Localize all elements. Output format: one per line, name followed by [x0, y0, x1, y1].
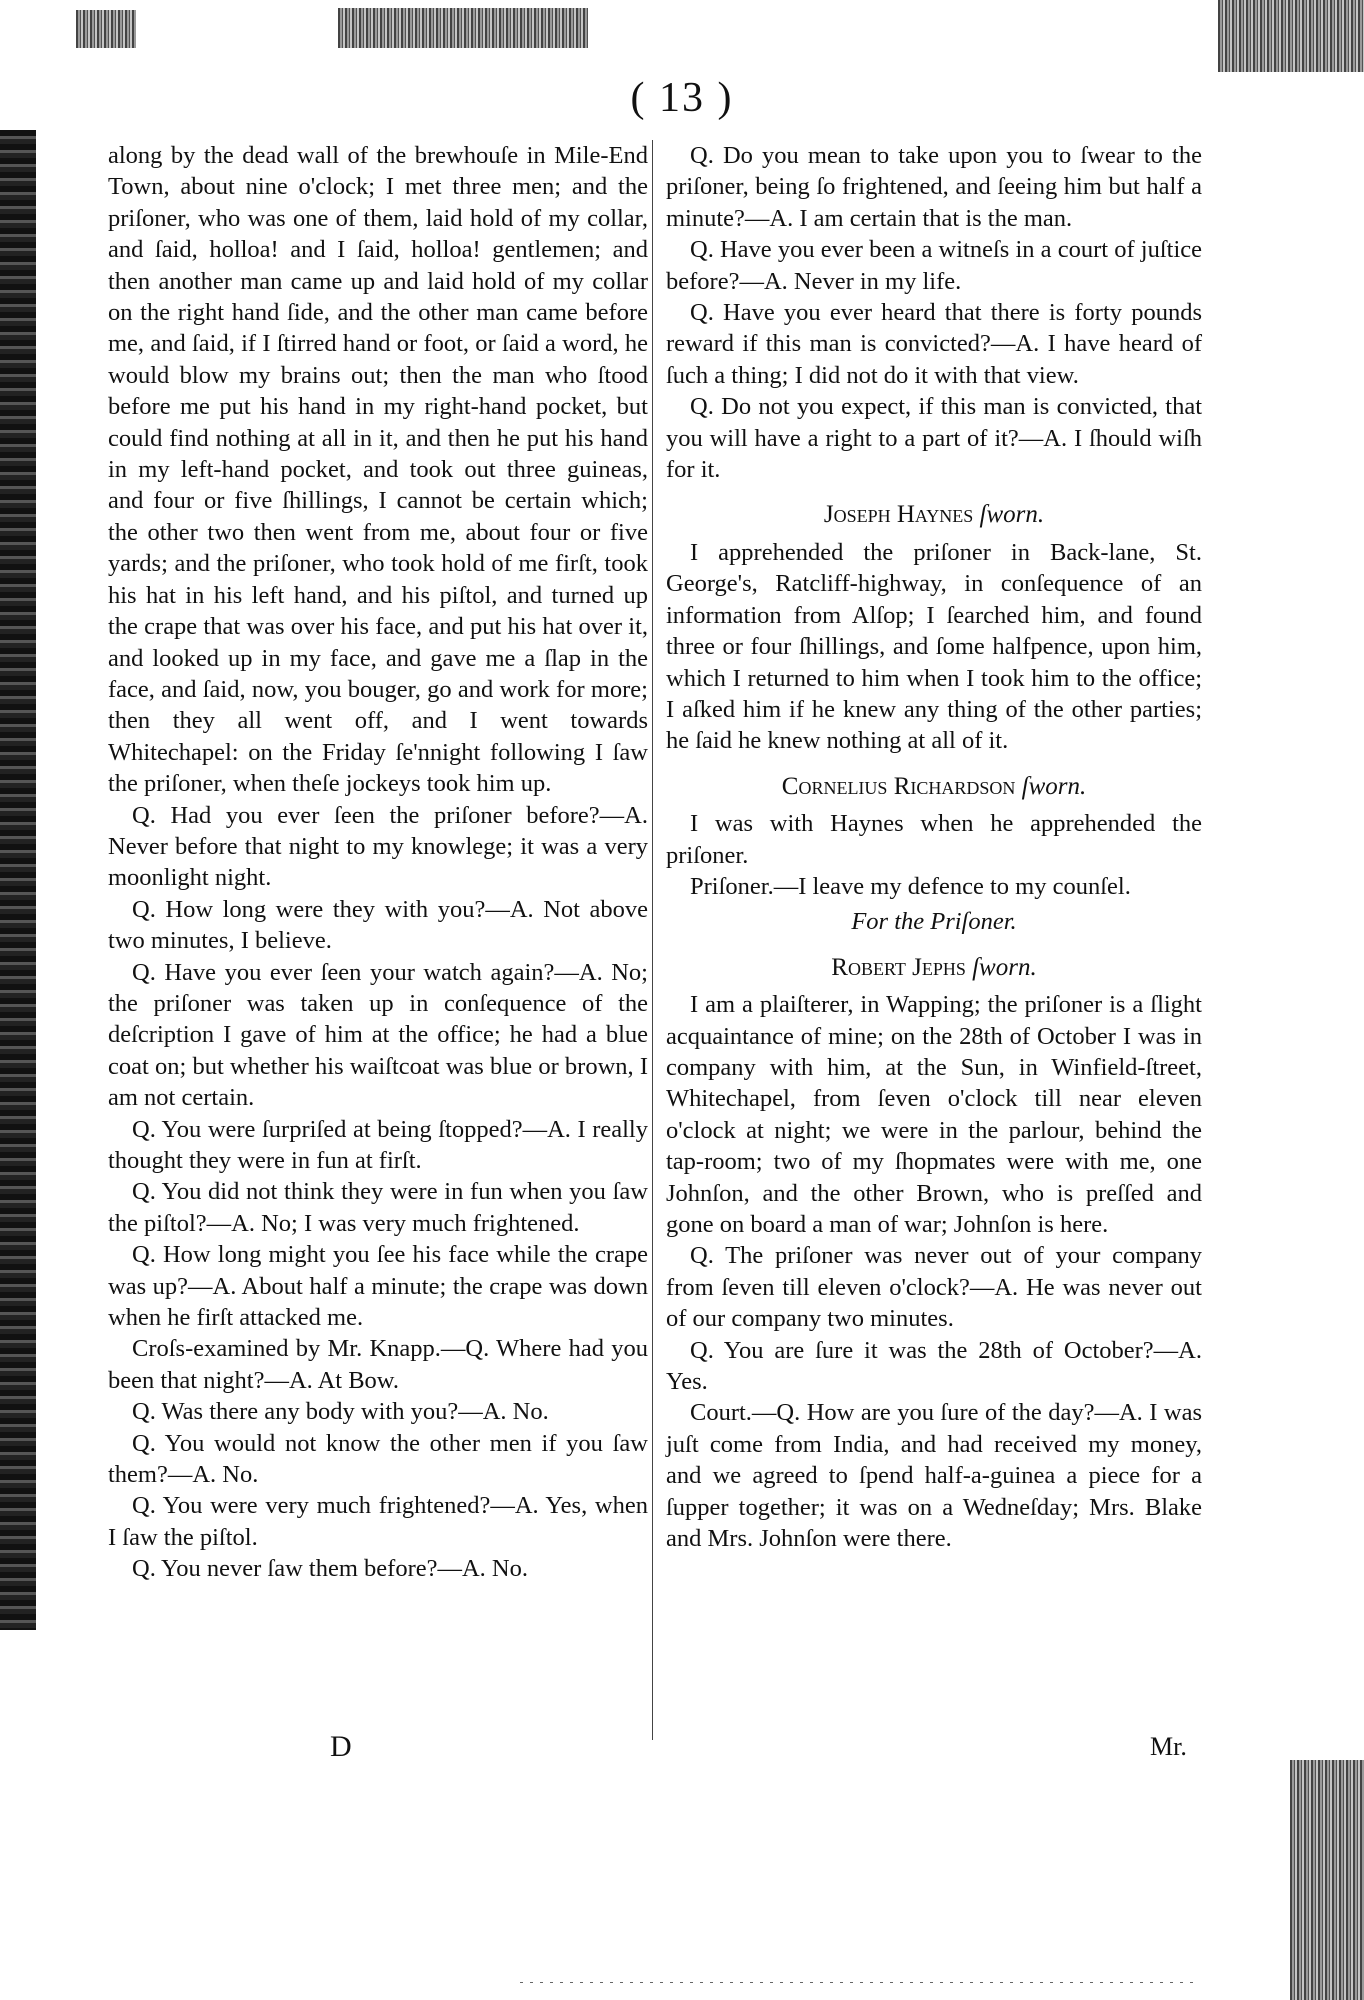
left-qa: Q. You did not think they were in fun when you ſaw the piſtol?—A. No; I was very much frightened.: [108, 1178, 648, 1237]
right-qa: Q. Have you ever heard that there is forty pounds reward if this man is convicted?—A. I have heard of ſuch a thing; I did not do it with that view.: [666, 299, 1202, 389]
right-qa: Q. Do not you expect, if this man is convicted, that you will have a right to a part of it?—A. I ſhould wiſh for it.: [666, 393, 1202, 484]
left-cross-exam: Croſs-examined by Mr. Knapp.—Q. Where had you been that night?—A. At Bow.: [108, 1335, 648, 1394]
binding-edge-mark: [0, 130, 36, 1630]
right-paragraph: I apprehended the priſoner in Back-lane, St. George's, Ratcliff-highway, in conſequence of an information from Alſop; I ſearched him, and found three or four ſhillings, and ſome halfpence, upon him, which I returned to him when I took him to the office; I aſked him if he knew any thing of the other parties; he ſaid he knew nothing at all of it.: [666, 538, 1202, 755]
sworn-label: ſworn.: [972, 953, 1037, 981]
witness-name: Robert Jephs: [831, 953, 966, 981]
left-qa: Q. You were ſurpriſed at being ſtopped?—A. I really thought they were in fun at firſt.: [108, 1115, 648, 1174]
right-paragraph: I was with Haynes when he apprehended the priſoner.: [666, 810, 1202, 869]
witness-name: Joseph Haynes: [823, 501, 974, 529]
catchword: Mr.: [1150, 1732, 1187, 1761]
left-column: [108, 140, 648, 1585]
right-paragraph: I am a plaiſterer, in Wapping; the priſoner is a ſlight acquaintance of mine; on the 28th of October I was in company with him, at the Sun, in Winfield-ſtreet, Whitechapel, from ſeven o'clock till near eleven o'clock at night; we were in the parlour, behind the tap-room; two of my ſhopmates were with me, one Johnſon, and the other Brown, who is preſſed and gone on board a man of war; Johnſon is here.: [666, 991, 1202, 1238]
witness-heading-haynes: [666, 499, 1202, 530]
corner-scan-noise: [1290, 1760, 1364, 2000]
dotted-bottom-rule: [520, 1982, 1200, 1983]
column-divider: [652, 140, 653, 1740]
left-qa: Q. How long might you ſee his face while the crape was up?—A. About half a minute; the crape was down when he firſt attacked me.: [108, 1241, 648, 1332]
witness-heading-jephs: [666, 952, 1202, 983]
left-qa: Q. How long were they with you?—A. Not above two minutes, I believe.: [108, 895, 648, 955]
header-ornament-center: [338, 8, 588, 48]
witness-heading-richardson: [666, 771, 1202, 802]
left-qa: Q. You would not know the other men if you ſaw them?—A. No.: [108, 1429, 648, 1489]
left-paragraph: along by the dead wall of the brewhouſe in Mile-End Town, about nine o'clock; I met three men; and the priſoner, who was one of them, laid hold of my collar, and ſaid, holloa! and I ſaid, holloa! gentlemen; and then another man came up and laid hold of my collar on the right hand ſide, and the other man came before me, and ſaid, if I ſtirred hand or foot, or ſaid a word, he would blow my brains out; then the man who ſtood before me put his hand in my right-hand pocket, but could find nothing at all in it, and then he put his hand in my left-hand pocket, and took out three guineas, and four or five ſhillings, I cannot be certain which; the other two then went from me, about four or five yards; and the priſoner, who took hold of me firſt, took his hat in his left hand, and his piſtol, and turned up the crape that was over his face, and put his hat over it, and looked up in my face, and gave me a ſlap in the face, and ſaid, now, you bouger, go and work for more; then they all went off, and I went towards Whitechapel: on the Friday ſe'nnight following I ſaw the priſoner, when theſe jockeys took him up.: [108, 142, 648, 798]
left-qa: Q. Have you ever ſeen your watch again?—A. No; the priſoner was taken up in conſequence of the deſcription I gave of him at the office; he had a blue coat on; but whether his waiſtcoat was blue or brown, I am not certain.: [108, 958, 648, 1112]
for-prisoner-heading: For the Priſoner.: [851, 908, 1017, 936]
sworn-label: ſworn.: [979, 501, 1045, 529]
header-ornament-left: [76, 10, 136, 48]
left-qa: Q. Was there any body with you?—A. No.: [132, 1398, 549, 1426]
sworn-label: ſworn.: [1021, 772, 1087, 800]
signature-mark: D: [330, 1730, 352, 1763]
page-number: ( 13 ): [630, 75, 734, 121]
right-qa: Q. Do you mean to take upon you to ſwear to the priſoner, being ſo frightened, and ſeeing him but half a minute?—A. I am certain that is the man.: [666, 142, 1202, 232]
court-question: Court.—Q. How are you ſure of the day?—A. I was juſt come from India, and had received my money, and we agreed to ſpend half-a-guinea a piece for a ſupper together; it was on a Wedneſday; Mrs. Blake and Mrs. Johnſon were there.: [666, 1399, 1202, 1553]
right-column: [666, 140, 1202, 1554]
prisoner-statement: Priſoner.—I leave my defence to my counſel.: [690, 872, 1131, 900]
right-qa: Q. Have you ever been a witneſs in a court of juſtice before?—A. Never in my life.: [666, 236, 1202, 295]
left-qa: Q. You never ſaw them before?—A. No.: [132, 1555, 528, 1583]
left-qa: Q. You were very much frightened?—A. Yes, when I ſaw the piſtol.: [108, 1492, 648, 1551]
header-ornament-right: [1218, 0, 1364, 72]
left-qa: Q. Had you ever ſeen the priſoner before?—A. Never before that night to my knowlege; it was a very moonlight night.: [108, 801, 648, 892]
right-qa: Q. You are ſure it was the 28th of October?—A. Yes.: [666, 1336, 1202, 1396]
right-qa: Q. The priſoner was never out of your company from ſeven till eleven o'clock?—A. He was never out of our company two minutes.: [666, 1242, 1202, 1333]
witness-name: Cornelius Richardson: [781, 772, 1016, 800]
